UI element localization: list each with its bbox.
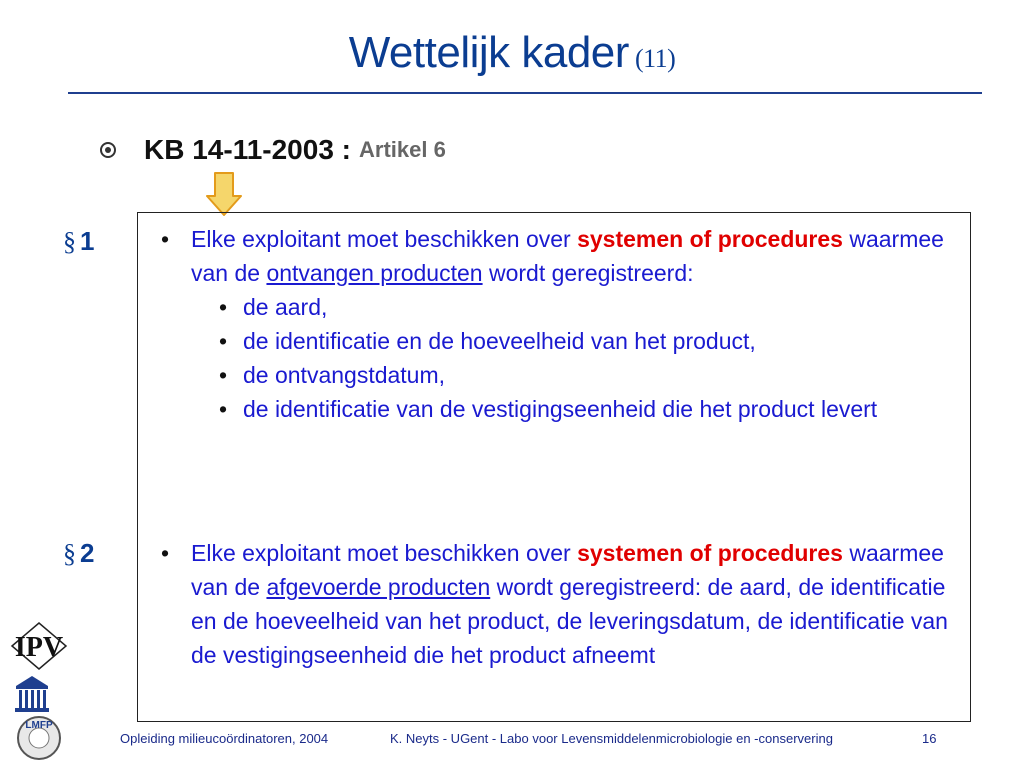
sub-item [147,358,973,392]
sub-item-text: de ontvangstdatum, [243,362,446,388]
down-arrow-icon [206,172,242,216]
paragraph-1 [147,222,973,426]
title-text: Wettelijk kader [348,28,629,77]
ipv-logo-text: IPV [14,632,64,663]
section-sign: § [63,227,76,256]
text-post: wordt geregistreerd: de aard, de identificatie en de hoeveelheid van het product, de leveringsdatum, de identificatie van de vestigingseenheid die het product afneemt [191,574,948,668]
text-pre: Elke exploitant moet beschikken over [191,226,578,252]
bullet-icon: • [219,396,228,422]
sub-item-text: de aard, [243,294,328,320]
footer-center: K. Neyts - UGent - Labo voor Levensmiddelenmicrobiologie en -conservering [390,731,833,746]
bullet-icon: • [161,226,170,252]
bullet-icon: • [161,540,170,566]
slide-title [0,28,1024,78]
text-emphasis: systemen of procedures [577,540,843,566]
text-post: wordt geregistreerd: [482,260,694,286]
text-mid: waarmee van de [191,540,944,600]
bullet-icon: • [219,362,228,388]
bullet-icon: • [219,328,228,354]
heading-kb: KB 14-11-2003 : [144,134,352,165]
title-number: (11) [634,44,676,73]
sub-item [147,392,973,426]
sub-item [147,324,973,358]
text-underlined: ontvangen producten [266,260,483,286]
paragraph-number: 1 [80,226,95,256]
heading-article: Artikel 6 [359,137,446,162]
sub-item [147,290,973,324]
text-underlined: afgevoerde producten [266,574,491,600]
circle-bullet-icon [100,142,116,158]
ipv-logo [8,620,70,672]
paragraph-label-1 [63,226,94,257]
building-logo-icon [14,674,50,714]
main-bullet [147,536,971,672]
sub-item-text: de identificatie en de hoeveelheid van het product, [243,328,756,354]
main-bullet [147,222,971,290]
title-underline [68,92,982,94]
text-pre: Elke exploitant moet beschikken over [191,540,578,566]
section-sign: § [63,539,76,568]
footer-left: Opleiding milieucoördinatoren, 2004 [120,731,329,746]
text-mid: waarmee van de [191,226,944,286]
paragraph-number: 2 [80,538,95,568]
paragraph-label-2 [63,538,94,569]
paragraph-2 [147,536,971,672]
text-emphasis: systemen of procedures [577,226,843,252]
bullet-icon: • [219,294,228,320]
lmfp-logo-text: LMFP [25,720,53,731]
page-number: 16 [922,731,937,746]
sub-item-text: de identificatie van de vestigingseenheid die het product levert [243,396,878,422]
lmfp-logo [12,714,66,762]
heading-row [100,130,446,170]
